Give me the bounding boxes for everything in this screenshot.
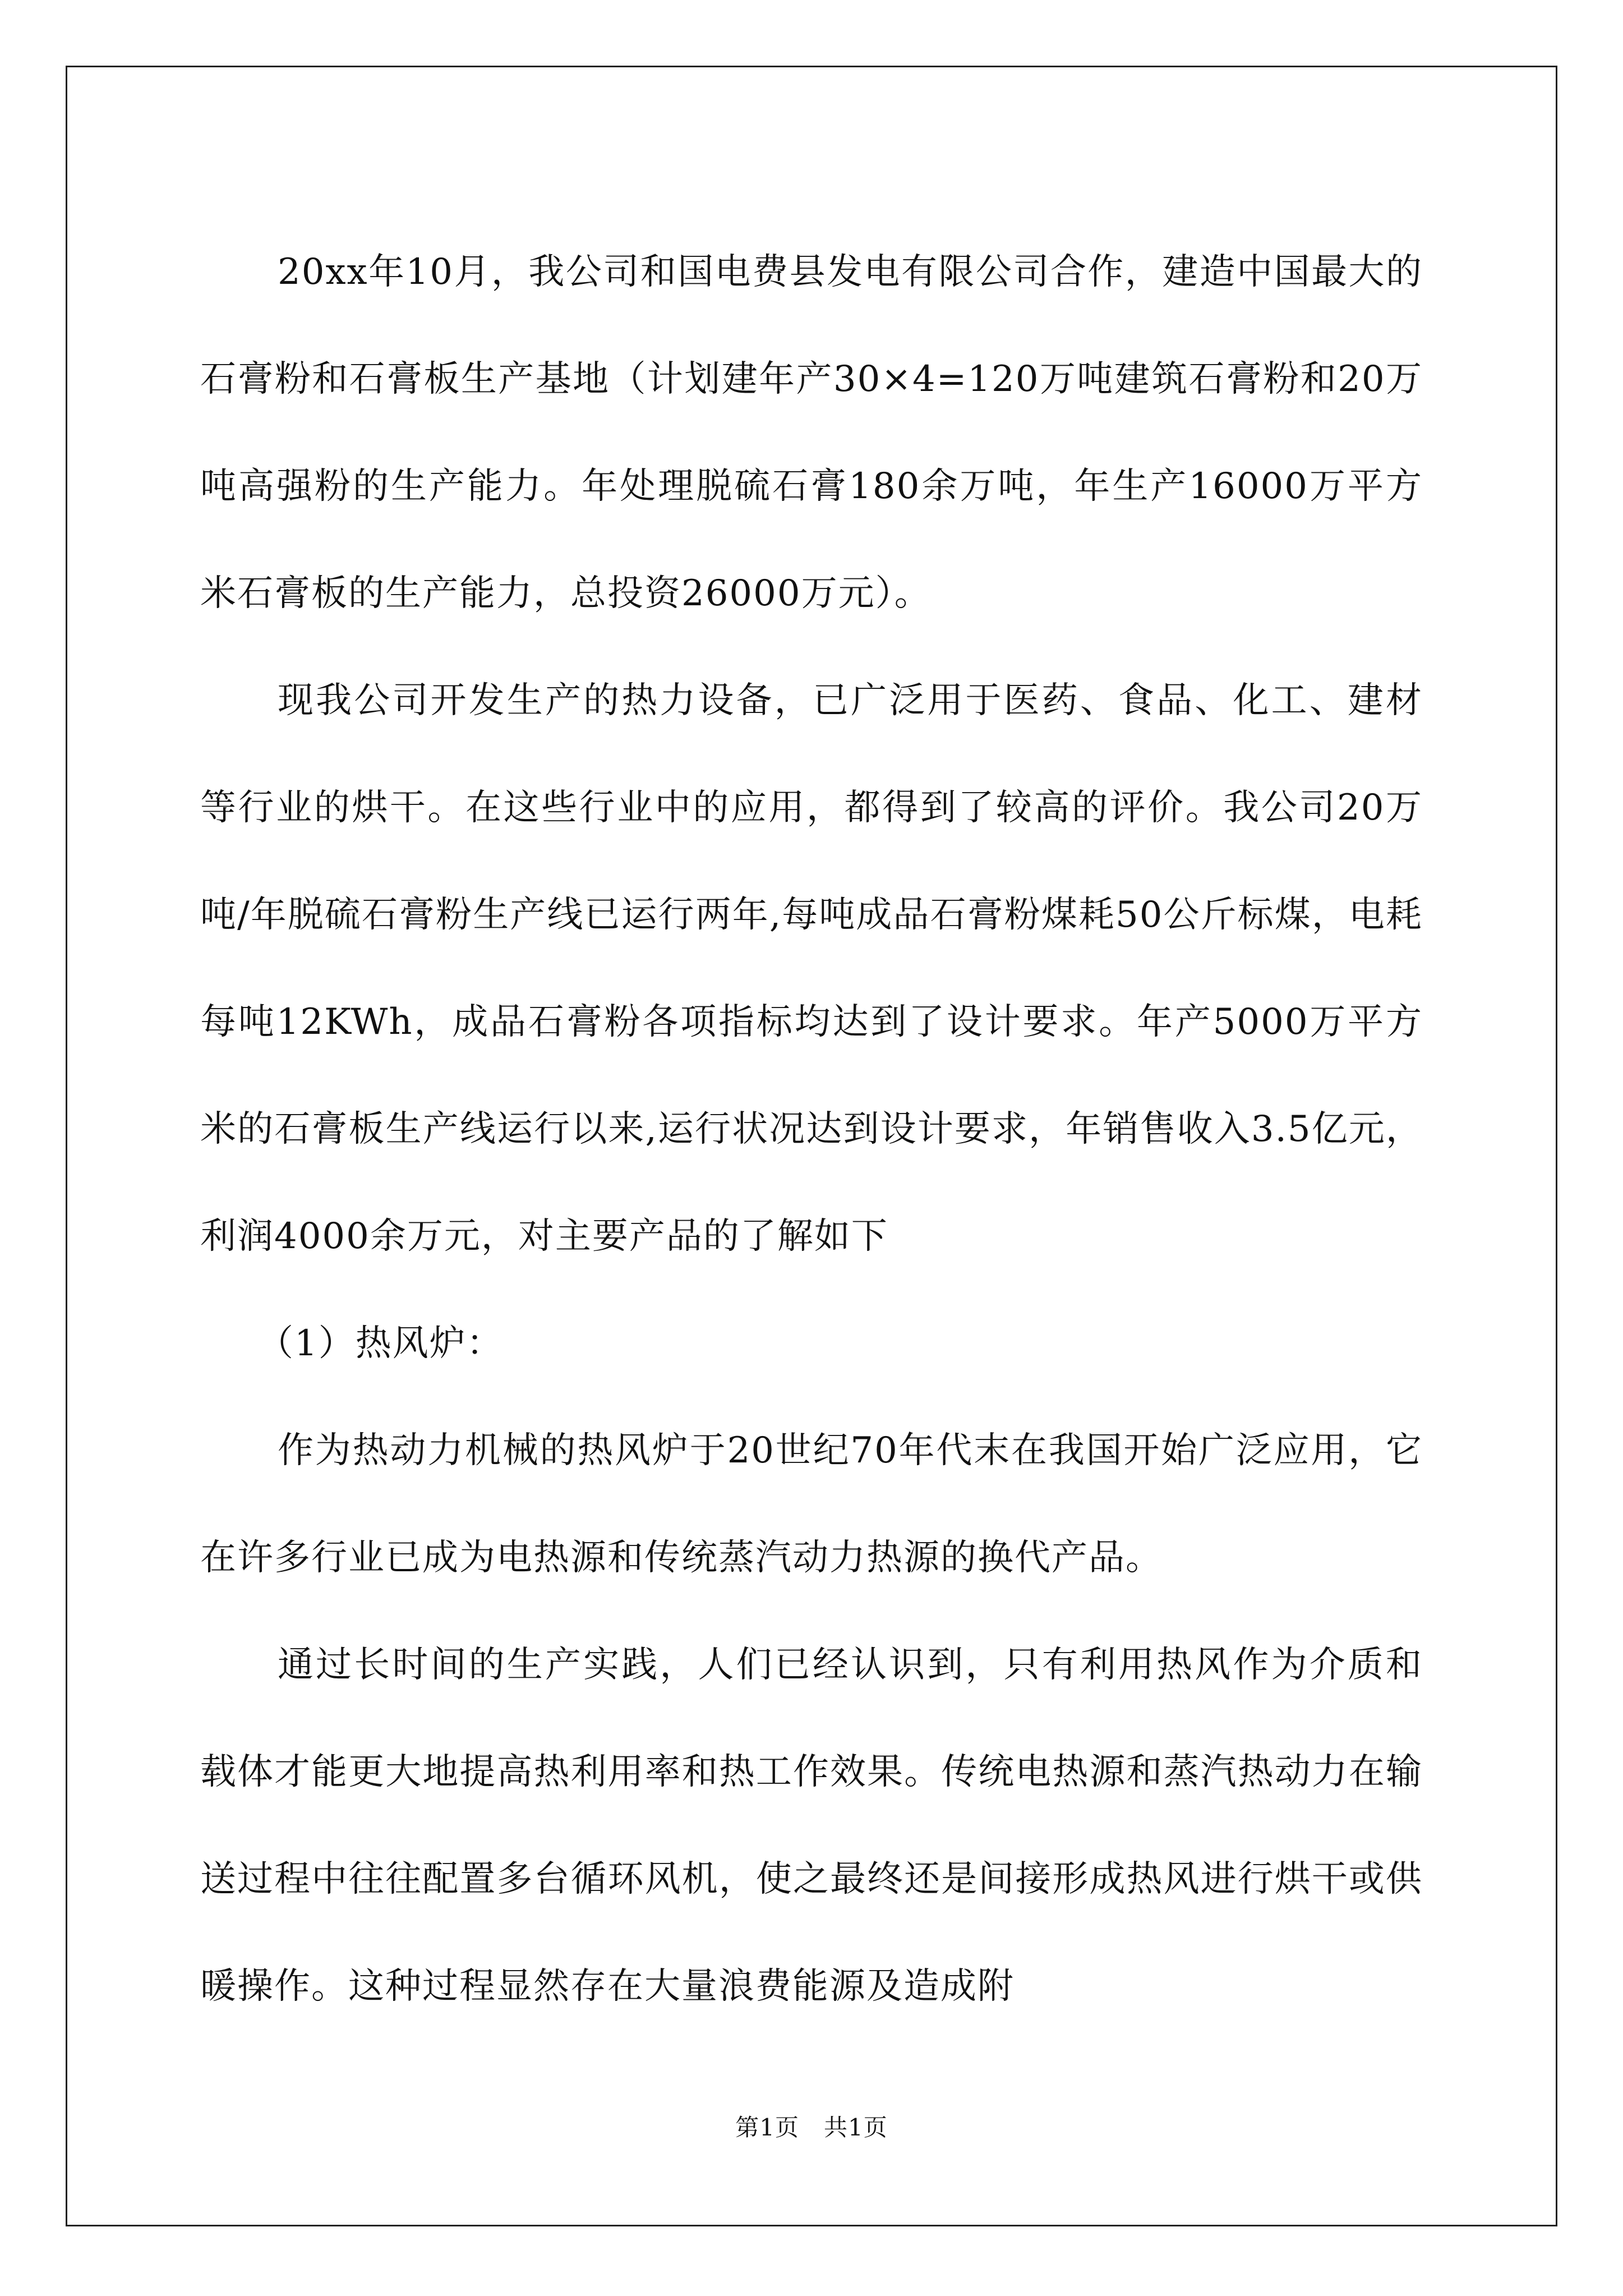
document-body <box>200 219 1423 2040</box>
paragraph-1: 20xx年10月，我公司和国电费县发电有限公司合作，建造中国最大的石膏粉和石膏板生产基地（计划建年产30×4=120万吨建筑石膏粉和20万吨高强粉的生产能力。年处理脱硫石膏180余万吨，年生产16000万平方米石膏板的生产能力，总投资26000万元）。 <box>200 251 1423 614</box>
paragraph-4: 作为热动力机械的热风炉于20世纪70年代末在我国开始广泛应用，它在许多行业已成为电热源和传统蒸汽动力热源的换代产品。 <box>200 1430 1423 1579</box>
page-footer <box>0 2111 1623 2145</box>
page-number: 第1页 <box>735 2114 799 2141</box>
paragraph-5: 通过长时间的生产实践，人们已经认识到，只有利用热风作为介质和载体才能更大地提高热利用率和热工作效果。传统电热源和蒸汽热动力在输送过程中往往配置多台循环风机，使之最终还是间接形成热风进行烘干或供暖操作。这种过程显然存在大量浪费能源及造成附 <box>200 1644 1423 2007</box>
section-heading-hot-air-furnace: （1）热风炉： <box>257 1323 504 1364</box>
page-total: 共1页 <box>824 2114 888 2141</box>
paragraph-2: 现我公司开发生产的热力设备，已广泛用于医药、食品、化工、建材等行业的烘干。在这些行业中的应用，都得到了较高的评价。我公司20万吨/年脱硫石膏粉生产线已运行两年,每吨成品石膏粉煤耗50公斤标煤，电耗每吨12KWh，成品石膏粉各项指标均达到了设计要求。年产5000万平方米的石膏板生产线运行以来,运行状况达到设计要求，年销售收入3.5亿元，利润4000余万元，对主要产品的了解如下 <box>200 680 1423 1257</box>
